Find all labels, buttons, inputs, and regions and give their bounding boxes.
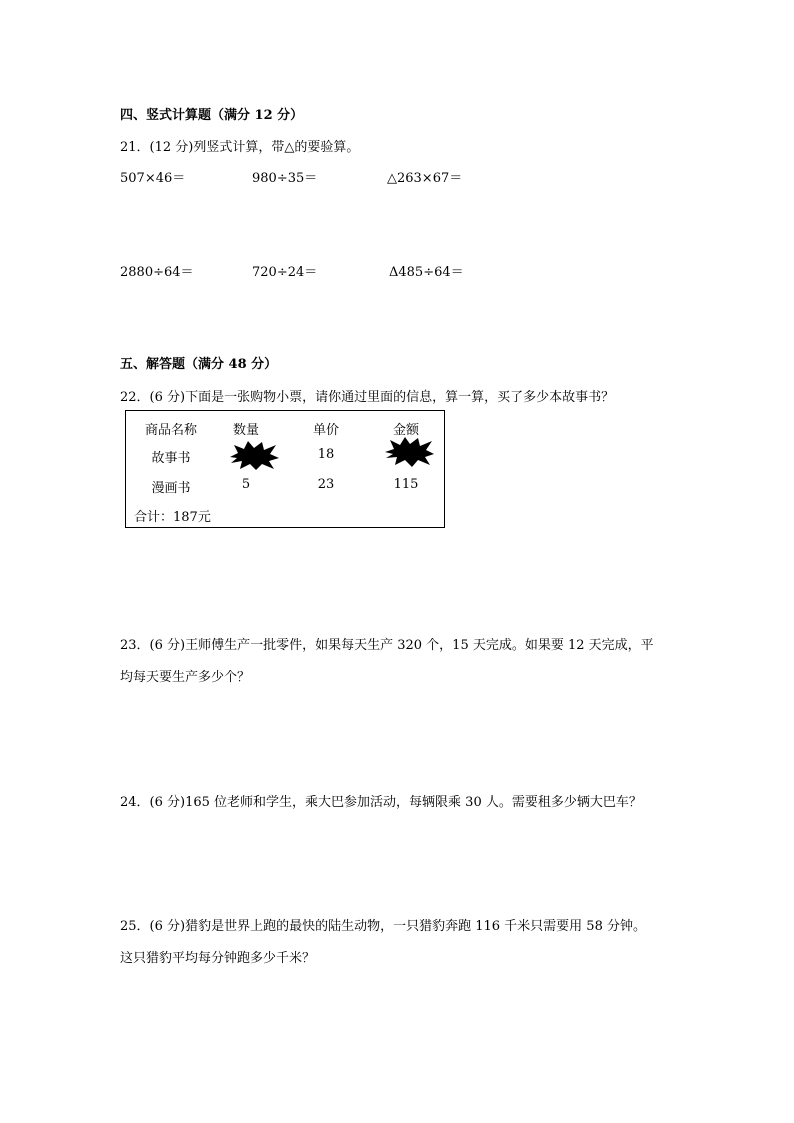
q21-expr-2: 980÷35＝ xyxy=(252,171,318,186)
q21-expr-5: 720÷24＝ xyxy=(252,265,318,280)
receipt-header-name: 商品名称 xyxy=(144,423,197,438)
section-4-title: 四、竖式计算题（满分 12 分） xyxy=(120,108,304,123)
receipt-row2-price: 23 xyxy=(317,477,335,492)
q21-expr-1: 507×46＝ xyxy=(120,171,186,186)
receipt-row1-name: 故事书 xyxy=(151,451,191,466)
question-25-line2: 这只猎豹平均每分钟跑多少千米？ xyxy=(120,951,316,966)
q21-expr-6: Δ485÷64＝ xyxy=(389,265,464,280)
q21-expr-4: 2880÷64＝ xyxy=(120,265,194,280)
question-22-text: 22．(6 分)下面是一张购物小票，请你通过里面的信息，算一算，买了多少本故事书？ xyxy=(120,390,615,405)
receipt-header-qty: 数量 xyxy=(232,423,259,438)
shopping-receipt xyxy=(125,410,445,528)
ink-blot-icon xyxy=(228,439,280,471)
question-23-line1: 23．(6 分)王师傅生产一批零件，如果每天生产 320 个，15 天完成。如果要 12 天完成，平 xyxy=(120,638,654,653)
receipt-row2-qty: 5 xyxy=(241,477,251,492)
receipt-row1-price: 18 xyxy=(317,447,335,462)
question-21-text: 21．(12 分)列竖式计算，带△的要验算。 xyxy=(120,140,360,155)
ink-blot-icon xyxy=(383,436,435,468)
section-5-title: 五、解答题（满分 48 分） xyxy=(120,357,278,372)
question-24-text: 24．(6 分)165 位老师和学生，乘大巴参加活动，每辆限乘 30 人。需要租多少辆大巴车？ xyxy=(120,795,642,810)
receipt-total: 合计：187元 xyxy=(134,510,211,525)
receipt-header-amount: 金额 xyxy=(392,423,419,438)
q21-expr-3: △263×67＝ xyxy=(387,171,463,186)
question-23-line2: 均每天要生产多少个？ xyxy=(120,670,251,685)
question-25-line1: 25．(6 分)猎豹是世界上跑的最快的陆生动物，一只猎豹奔跑 116 千米只需要用 58 分钟。 xyxy=(120,919,646,934)
receipt-header-price: 单价 xyxy=(312,423,339,438)
receipt-row2-name: 漫画书 xyxy=(151,481,191,496)
receipt-row2-amount: 115 xyxy=(393,477,419,492)
